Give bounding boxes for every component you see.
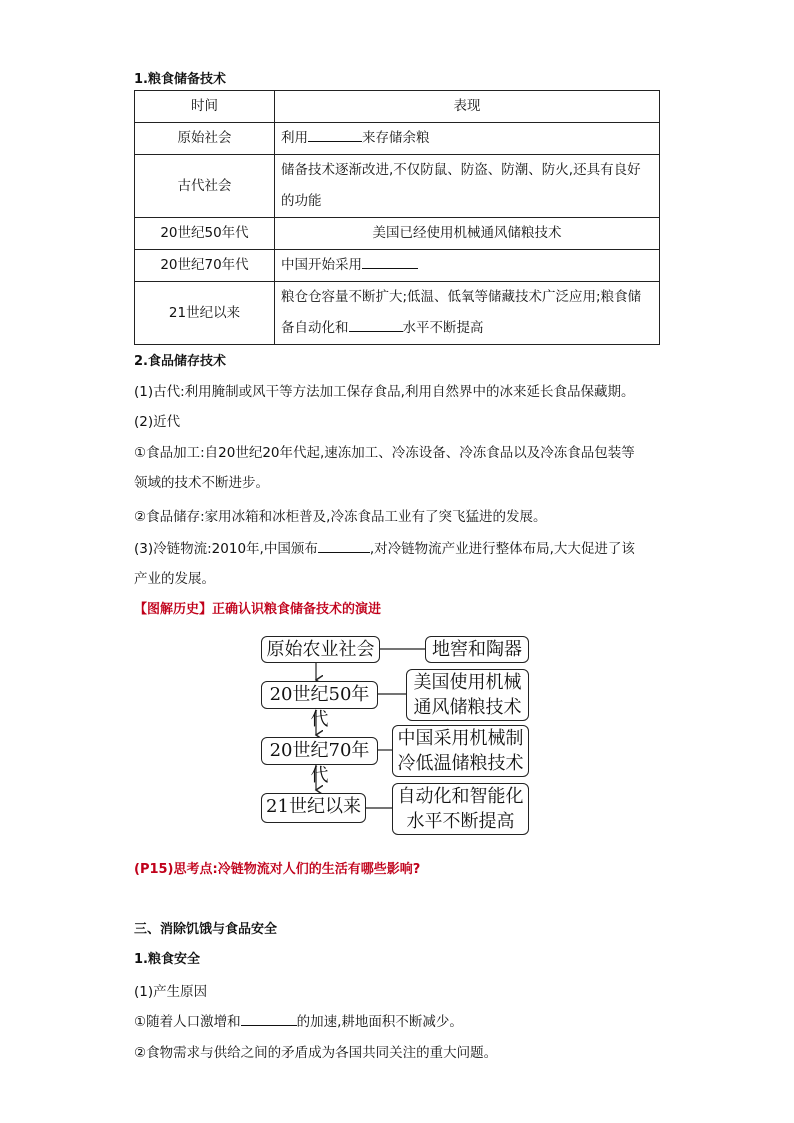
outcome-text: 中国采用机械制	[397, 728, 524, 749]
paragraph: (1)产生原因	[134, 984, 208, 1000]
cell-text: 水平不断提高	[402, 320, 484, 336]
paragraph: ①食品加工:自20世纪20年代起,速冻加工、冷冻设备、冷冻食品以及冷冻食品包装等	[134, 445, 635, 461]
outcome-text: 通风储粮技术	[413, 697, 522, 718]
timeline-node: 20世纪50年代	[261, 681, 378, 709]
outcome-text: 冷低温储粮技术	[397, 753, 524, 774]
paragraph-text: (3)冷链物流:2010年,中国颁布	[134, 541, 318, 557]
outcome-node	[392, 725, 529, 777]
cell-text: 来存储余粮	[362, 130, 430, 146]
cell-text: 粮仓仓容量不断扩大;低温、低氧等储藏技术广泛应用;粮食储	[281, 289, 642, 305]
cell-text: 的功能	[281, 193, 322, 209]
table-cell-performance: 美国已经使用机械通风储粮技术	[275, 218, 660, 250]
table-cell-time: 20世纪50年代	[135, 218, 275, 250]
outcome-text: 美国使用机械	[413, 672, 522, 693]
paragraph: ②食物需求与供给之间的矛盾成为各国共同关注的重大问题。	[134, 1045, 498, 1061]
cell-text: 利用	[281, 130, 308, 146]
fill-blank[interactable]	[241, 1011, 297, 1026]
cell-text: 备自动化和	[281, 320, 349, 336]
table-cell-time: 20世纪70年代	[135, 250, 275, 282]
cell-text: 中国开始采用	[281, 257, 362, 273]
outcome-node: 地窖和陶器	[425, 636, 529, 663]
table-header-performance: 表现	[275, 91, 660, 123]
paragraph: (1)古代:利用腌制或风干等方法加工保存食品,利用自然界中的冰来延长食品保藏期。	[134, 384, 635, 400]
paragraph: 产业的发展。	[134, 571, 215, 587]
paragraph-text: ,对冷链物流产业进行整体布局,大大促进了该	[369, 541, 635, 557]
section3-heading: 三、消除饥饿与食品安全	[134, 922, 278, 937]
section1-heading: 1.粮食储备技术	[134, 72, 226, 87]
paragraph: 领域的技术不断进步。	[134, 475, 269, 491]
section3-subheading: 1.粮食安全	[134, 952, 200, 967]
outcome-text: 自动化和智能化	[397, 786, 524, 807]
outcome-node	[406, 669, 529, 721]
paragraph-text: 的加速,耕地面积不断减少。	[296, 1014, 463, 1030]
table-cell-time: 古代社会	[135, 155, 275, 218]
paragraph-text: ①随着人口激增和	[134, 1014, 241, 1030]
cell-text: 储备技术逐渐改进,不仅防鼠、防盗、防潮、防火,还具有良好	[281, 162, 641, 178]
paragraph	[134, 1010, 463, 1030]
think-point: (P15)思考点:冷链物流对人们的生活有哪些影响?	[134, 862, 421, 877]
timeline-node: 原始农业社会	[261, 636, 380, 663]
outcome-node	[392, 783, 529, 835]
table-cell-time: 原始社会	[135, 123, 275, 155]
outcome-text: 水平不断提高	[406, 811, 515, 832]
table-cell-time: 21世纪以来	[135, 282, 275, 345]
timeline-node: 21世纪以来	[261, 793, 366, 823]
paragraph: ②食品储存:家用冰箱和冰柜普及,冷冻食品工业有了突飞猛进的发展。	[134, 509, 547, 525]
diagram-caption: 【图解历史】正确认识粮食储备技术的演进	[134, 602, 382, 617]
timeline-node: 20世纪70年代	[261, 737, 378, 765]
table-header-time: 时间	[135, 91, 275, 123]
paragraph: (2)近代	[134, 414, 181, 430]
section2-heading: 2.食品储存技术	[134, 354, 226, 369]
